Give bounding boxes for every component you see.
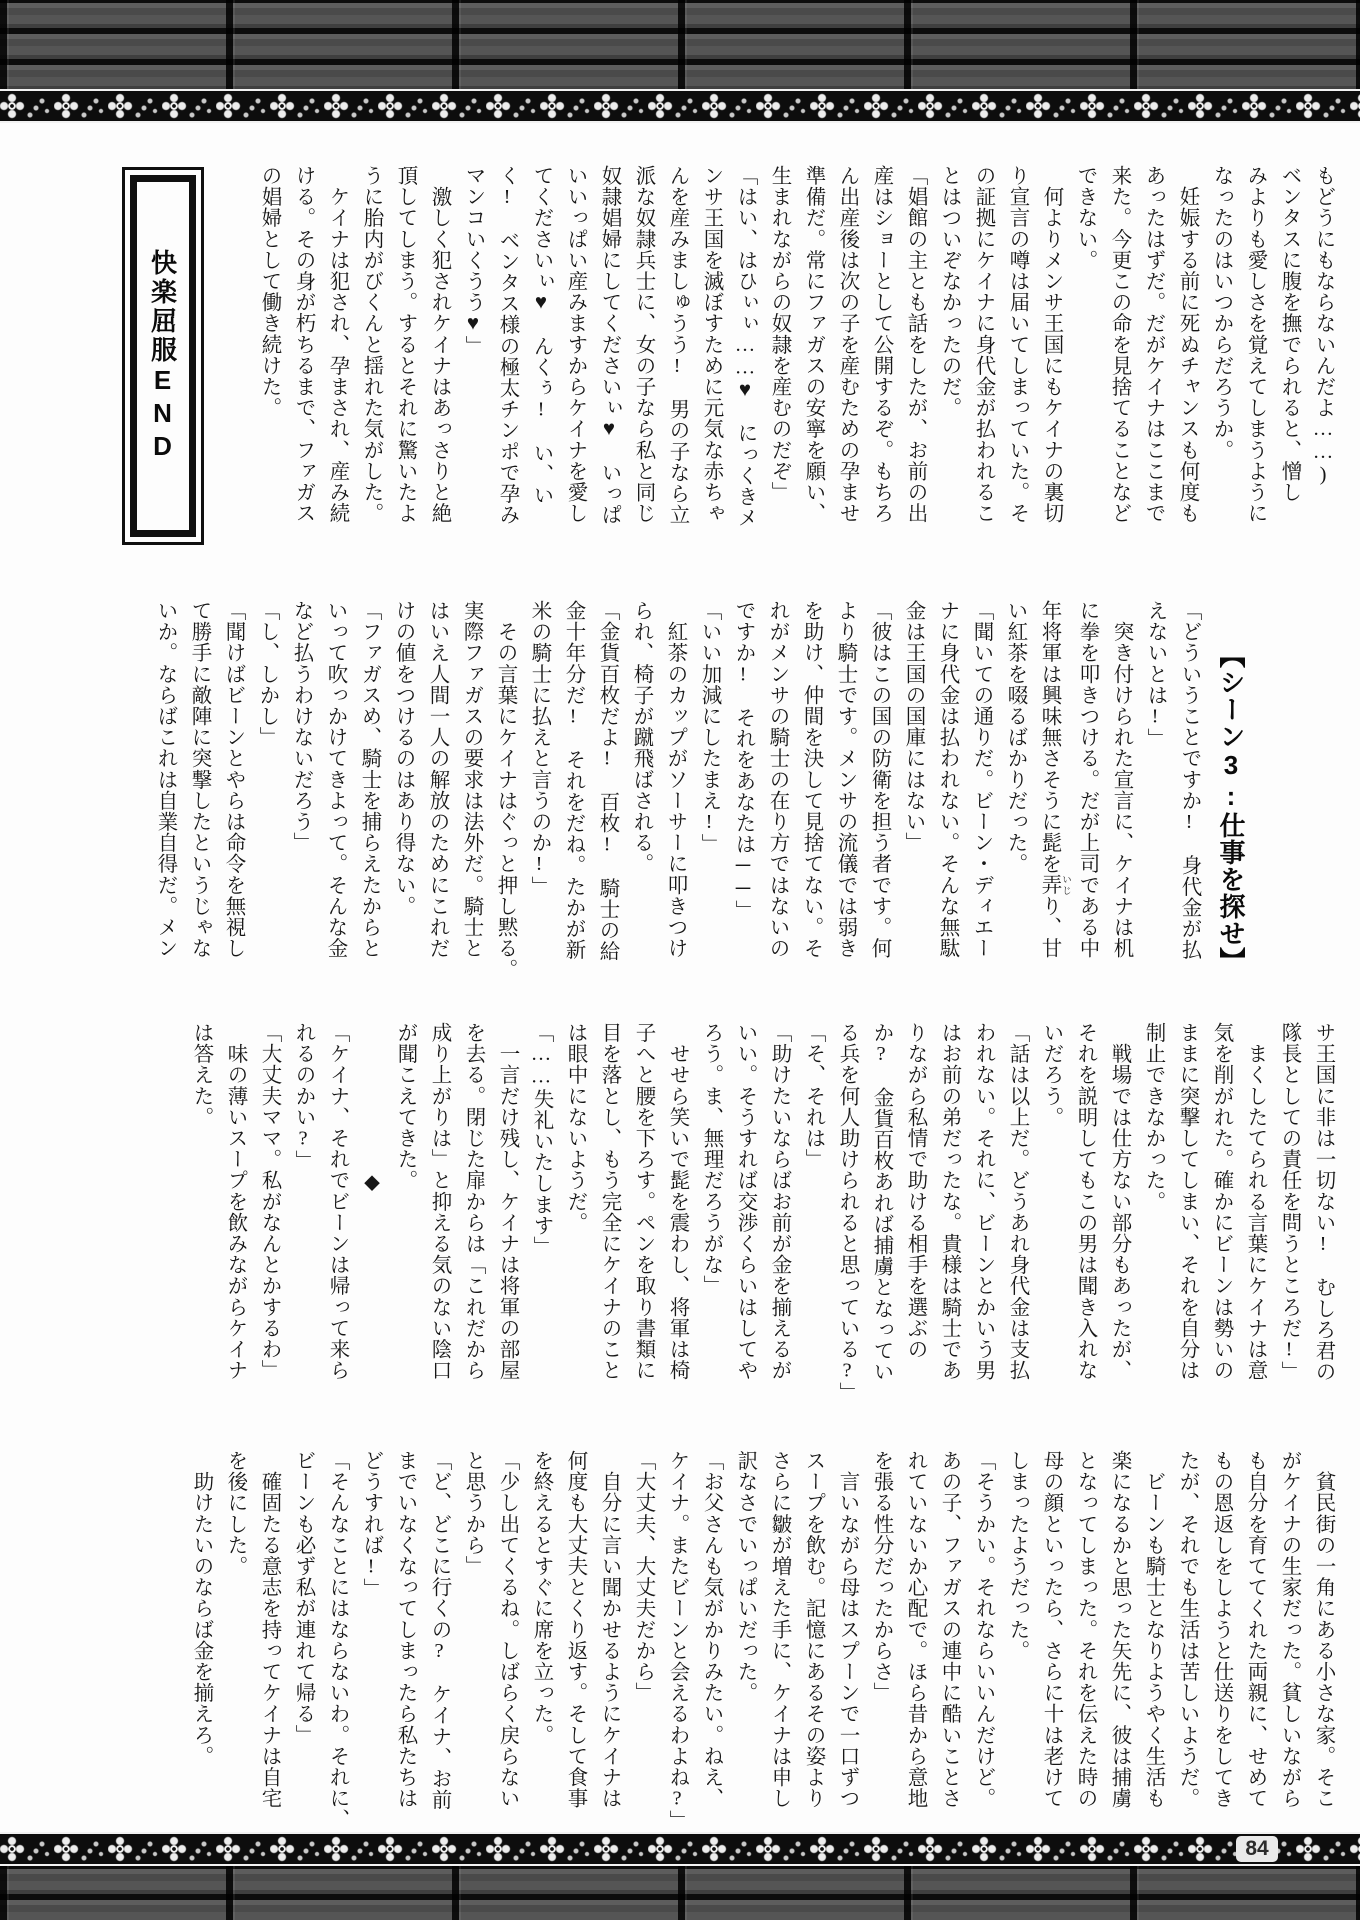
text-band-3 (140, 1022, 1340, 1414)
text-column: てくださいぃ♥ んくぅ! い、い (530, 165, 552, 506)
ending-title-text: 快楽屈服END (147, 248, 178, 464)
text-column: 金十年分だ! それをだね。たかが新 (562, 600, 584, 961)
text-column: まくしたてられる言葉にケイナは意 (1244, 1022, 1266, 1381)
text-column: たが、それでも生活は苦しいようだ。 (1176, 1450, 1198, 1809)
text-column: 楽になるかと思った矢先に、彼は捕虜 (1108, 1450, 1130, 1809)
text-column: 奴隷娼婦にしてくださいぃ♥ いっぱ (598, 165, 620, 526)
text-column: れがメンサの騎士の在り方ではないの (766, 600, 788, 959)
text-column: いだろう。 (1040, 1022, 1062, 1128)
text-column: 生まれながらの奴隷を産むのだぞ」 (768, 165, 790, 503)
text-column: しまったようだった。 (1006, 1450, 1028, 1661)
text-column: 「助けたいならばお前が金を揃えるが (768, 1022, 790, 1381)
text-column: サ王国に非は一切ない! むしろ君の (1312, 1022, 1334, 1383)
text-column: となってしまった。それを伝えた時の (1074, 1450, 1096, 1809)
text-column: られ、椅子が蹴飛ばされる。 (630, 600, 652, 875)
text-column: みよりも愛しさを覚えてしまうように (1244, 165, 1266, 524)
text-column: を張る性分だったからさ」 (870, 1450, 892, 1704)
text-column: に拳を叩きつける。だが上司である中 (1076, 600, 1098, 959)
text-column: 準備だ。常にファガスの安寧を願い、 (802, 165, 824, 524)
ending-title-box (122, 167, 204, 545)
text-column: 隊長としての責任を問うところだ!」 (1278, 1022, 1300, 1383)
text-column: 妊娠する前に死ぬチャンスも何度も (1176, 165, 1198, 524)
text-column: いか。ならばこれは自業自得だ。メン (154, 600, 176, 959)
text-column: 「いい加減にしたまえ!」 (698, 600, 720, 855)
text-column: 目を落とし、もう完全にケイナのこと (598, 1022, 620, 1381)
text-column: ビーンも必ず私が連れて帰る」 (292, 1450, 314, 1746)
text-column: 何度も大丈夫とくり返す。そして食事 (564, 1450, 586, 1809)
text-column: マンコいくうう♥」 (462, 165, 484, 357)
text-column: 確固たる意志を持ってケイナは自宅 (258, 1450, 280, 1809)
text-column: 「娼館の主とも話をしたが、お前の出 (904, 165, 926, 524)
text-column: ケイナは犯され、孕まされ、産み続 (326, 165, 348, 524)
text-column: はお前の弟だったな。貴様は騎士であ (938, 1022, 960, 1381)
ending-title-box-inner (130, 175, 196, 537)
text-column: て勝手に敵陣に突撃したというじゃな (188, 600, 210, 959)
text-column: 産はショーとして公開するぞ。もちろ (870, 165, 892, 524)
text-column: か? 金貨百枚あれば捕虜となってい (870, 1022, 892, 1383)
text-column: がケイナの生家だった。貧しいながら (1278, 1450, 1300, 1809)
text-column: 子へと腰を下ろす。ペンを取り書類に (632, 1022, 654, 1381)
text-column: も自分を育ててくれた両親に、せめて (1244, 1450, 1266, 1809)
text-column: 実際ファガスの要求は法外だ。騎士と (460, 600, 482, 959)
text-column: ベンタスに腹を撫でられると、憎し (1278, 165, 1300, 503)
brick-border-bottom (0, 1866, 1360, 1920)
text-column: の娼婦として働き続けた。 (258, 165, 280, 419)
text-column: 成り上がりは」と抑える気のない陰口 (428, 1022, 450, 1381)
text-column: いい。そうすれば交渉くらいはしてや (734, 1022, 756, 1381)
text-column: とはついぞなかったのだ。 (938, 165, 960, 419)
text-column: は眼中にないようだ。 (564, 1022, 586, 1233)
text-band-4 (140, 1450, 1340, 1830)
text-column: その言葉にケイナはぐっと押し黙る。 (494, 600, 516, 980)
text-band-1 (230, 165, 1340, 549)
text-column: 訳なさでいっぱいだった。 (734, 1450, 756, 1704)
text-column: あの子、ファガスの連中に酷いことさ (938, 1450, 960, 1809)
text-column: えないとは!」 (1144, 600, 1166, 750)
text-column: れるのかい?」 (292, 1022, 314, 1172)
brick-border-top (0, 0, 1360, 89)
text-column: 頂してしまう。するとそれに驚いたよ (394, 165, 416, 524)
text-column: る兵を何人助けられると思っている?」 (836, 1022, 858, 1404)
page-number-badge (1236, 1836, 1278, 1862)
text-column: 制止できなかった。 (1142, 1022, 1164, 1212)
text-column: いって吹っかけてきよって。そんな金 (324, 600, 346, 959)
text-column: れていないか心配で。ほら昔から意地 (904, 1450, 926, 1809)
text-column: 「どういうことですか! 身代金が払 (1178, 600, 1200, 961)
text-column: より騎士です。メンサの流儀では弱き (834, 600, 856, 959)
text-column: できない。 (1074, 165, 1096, 271)
text-column: 「お父さんも気がかりみたい。ねえ、 (700, 1450, 722, 1809)
text-band-2 (140, 600, 1340, 992)
text-column: 「……失礼いたします」 (530, 1022, 552, 1258)
text-column: りながら私情で助ける相手を選ぶの (904, 1022, 926, 1360)
text-column: 言いながら母はスプーンで一口ずつ (836, 1450, 858, 1809)
text-column: ける。その身が朽ちるまで、ファガス (292, 165, 314, 524)
text-column: など払うわけないだろう」 (290, 600, 312, 854)
text-column: 「金貨百枚だよ! 百枚! 騎士の給 (596, 600, 618, 962)
text-column: もの恩返しをしようと仕送りをしてき (1210, 1450, 1232, 1809)
text-column: は答えた。 (190, 1022, 212, 1128)
text-column: 「そ、それは」 (802, 1022, 824, 1170)
text-column: ◆ (360, 1022, 382, 1195)
text-column: い紅茶を啜るばかりだった。 (1004, 600, 1026, 875)
text-column: 派な奴隷兵士に、女の子なら私と同じ (632, 165, 654, 524)
text-column: 「ど、どこに行くの? ケイナ、お前 (428, 1450, 450, 1811)
page-number: 84 (1245, 1837, 1269, 1860)
text-column: 年将軍は興味無さそうに髭を弄 いじり、甘 (1038, 600, 1070, 959)
text-column: り宣言の噂は届いてしまっていた。そ (1006, 165, 1028, 524)
text-column: 「大丈夫ママ。私がなんとかするわ」 (258, 1022, 280, 1381)
text-column: ん出産後は次の子を産むための孕ませ (836, 165, 858, 524)
text-column: 「し、しかし」 (256, 600, 278, 748)
text-column: を助け、仲間を決して見捨てない。そ (800, 600, 822, 959)
text-column: 一言だけ残し、ケイナは将軍の部屋 (496, 1022, 518, 1381)
text-column: さらに皺が増えた手に、ケイナは申し (768, 1450, 790, 1809)
text-column: けの値をつけるのはあり得ない。 (392, 600, 414, 917)
text-column: の証拠にケイナに身代金が払われるこ (972, 165, 994, 524)
text-column: 「聞いての通りだ。ビーン・ディエー (970, 600, 992, 959)
text-column: 戦場では仕方ない部分もあったが、 (1108, 1022, 1130, 1381)
text-column: く! ベンタス様の極太チンポで孕み (496, 165, 518, 526)
text-column: なったのはいつからだろうか。 (1210, 165, 1232, 461)
text-column: 「そんなことにはならないわ。それに、 (326, 1450, 348, 1830)
text-column: と思うから」 (462, 1450, 484, 1577)
text-column: 「ファガスめ、騎士を捕らえたからと (358, 600, 380, 959)
text-column: 「彼はこの国の防衛を担う者です。何 (868, 600, 890, 959)
floral-ornament-band-top (0, 89, 1360, 123)
text-column: 来た。今更この命を見捨てることなど (1108, 165, 1130, 524)
floral-ornament-band-bottom (0, 1832, 1360, 1866)
text-column: ンサ王国を滅ぼすために元気な赤ちゃ (700, 165, 722, 524)
scene-heading: 【シーン3:仕事を探せ】 (1216, 642, 1246, 974)
text-column: 激しく犯されケイナはあっさりと絶 (428, 165, 450, 524)
text-column: それを説明してもこの男は聞き入れな (1074, 1022, 1096, 1381)
text-column: を終えるとすぐに席を立った。 (530, 1450, 552, 1746)
text-column: 「大丈夫、大丈夫だから」 (632, 1450, 654, 1704)
text-column: 米の騎士に払えと言うのか!」 (528, 600, 550, 897)
text-column: 紅茶のカップがソーサーに叩きつけ (664, 600, 686, 959)
text-column: 「少し出てくるね。しばらく戻らない (496, 1450, 518, 1809)
text-column: 助けたいのならば金を揃えろ。 (190, 1450, 212, 1767)
text-column: 「はい、はひぃぃ……♥ にっくきメ (734, 165, 756, 529)
text-column: 何よりメンサ王国にもケイナの裏切 (1040, 165, 1062, 524)
text-column: ろう。ま、無理だろうがな」 (700, 1022, 722, 1297)
text-column: ビーンも騎士となりようやく生活も (1142, 1450, 1164, 1809)
text-column: あったはずだ。だがケイナはここまで (1142, 165, 1164, 524)
text-column: んを産みましゅうう! 男の子なら立 (666, 165, 688, 526)
text-column: 母の顔といったら、さらに十は老けて (1040, 1450, 1062, 1809)
text-column: うに胎内がびくんと揺れた気がした。 (360, 165, 382, 524)
text-column: が聞こえてきた。 (394, 1022, 416, 1191)
text-column: どうすれば!」 (360, 1450, 382, 1600)
text-column: 味の薄いスープを飲みながらケイナ (224, 1022, 246, 1381)
text-column: 金は王国の国庫にはない」 (902, 600, 924, 854)
text-column: 突き付けられた宣言に、ケイナは机 (1110, 600, 1132, 959)
text-column: スープを飲む。記憶にあるその姿より (802, 1450, 824, 1809)
text-column: 気を削がれた。確かにビーンは勢いの (1210, 1022, 1232, 1381)
text-column: 「聞けばビーンとやらは命令を無視し (222, 600, 244, 959)
text-column: ケイナ。またビーンと会えるわよね?」 (666, 1450, 688, 1832)
text-column: ままに突撃してしまい、それを自分は (1176, 1022, 1198, 1381)
text-column: 「そうかい。それならいいんだけど。 (972, 1450, 994, 1809)
text-column: を後にした。 (224, 1450, 246, 1577)
text-column: われない。それに、ビーンとかいう男 (972, 1022, 994, 1381)
text-column: もどうにもならないんだよ……) (1312, 165, 1334, 486)
text-column: せせら笑いで髭を震わし、将軍は椅 (666, 1022, 688, 1381)
text-column: 自分に言い聞かせるようにケイナは (598, 1450, 620, 1809)
text-column: までいなくなってしまったら私たちは (394, 1450, 416, 1809)
text-column: いいっぱい産みますからケイナを愛し (564, 165, 586, 524)
text-column: ナに身代金は払われない。そんな無駄 (936, 600, 958, 959)
text-column: ですか! それをあなたは──」 (732, 600, 754, 921)
text-column: 「話は以上だ。どうあれ身代金は支払 (1006, 1022, 1028, 1381)
text-column: はいえ人間一人の解放のためにこれだ (426, 600, 448, 959)
text-column: 貧民街の一角にある小さな家。そこ (1312, 1450, 1334, 1809)
text-column: 「ケイナ、それでビーンは帰って来ら (326, 1022, 348, 1381)
text-column: を去る。閉じた扉からは「これだから (462, 1022, 484, 1381)
